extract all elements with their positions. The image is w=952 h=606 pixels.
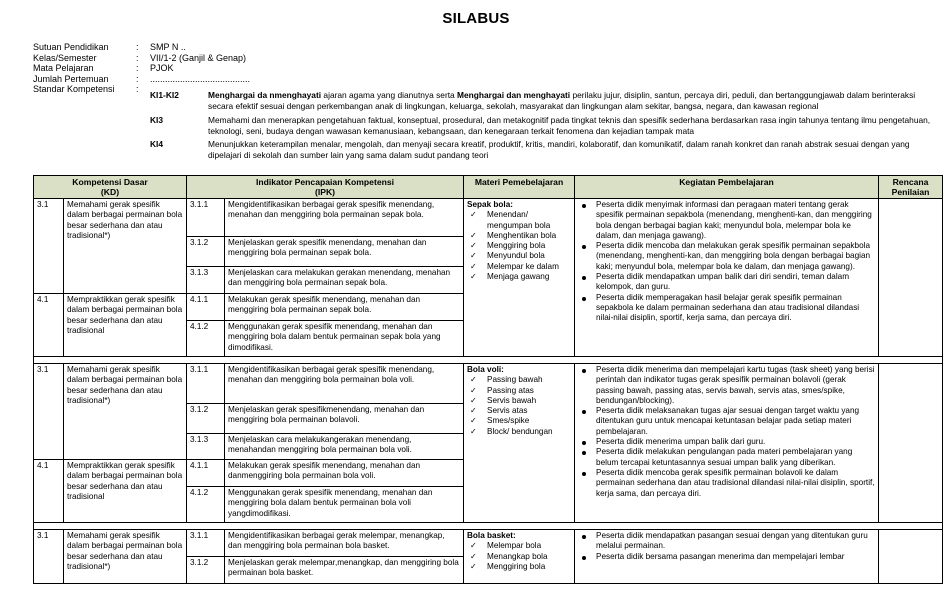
materi-heading: Sepak bola: xyxy=(467,200,513,209)
meta-row xyxy=(33,74,350,85)
kegiatan-item: Peserta didik mencoba gerak spesifik permainan bolavoli ke dalam permainan sederhana dan atau tradisional dilandasi nilai-nilai disiplin, sportif, kerja sama, dan percaya diri. xyxy=(578,468,875,499)
kegiatan-item: Peserta didik menyimak informasi dan peragaan materi tentang gerak spesifik permainan sepakbola (menendang, menghenti-kan, dan menggiring bola dengan berbagai bagian kaki; menyundul bola, melempar bola ke dalam, dan menjaga gawang). xyxy=(578,200,875,241)
meta-value: SMP N .. xyxy=(150,42,186,52)
kegiatan-cell xyxy=(575,199,879,357)
meta-value: ........................................ xyxy=(150,73,251,84)
kegiatan-item: Peserta didik mencoba dan melakukan gerak spesifik permainan sepakbola (menendang, menghenti-kan, dan menggiring bola dengan berbagai bagian kaki; menyundul bola, melempar bola ke dalam, dan menjaga gawang). xyxy=(578,241,875,272)
meta-value: VII/1-2 (Ganjil & Genap) xyxy=(150,52,247,63)
rencana-cell xyxy=(879,199,943,357)
materi-list xyxy=(467,210,571,282)
ki-code: KI1-KI2 xyxy=(150,90,179,100)
kd-number: 3.1 xyxy=(34,364,64,460)
meta-colon: : xyxy=(136,52,139,63)
meta-label: Sutuan Pendidikan xyxy=(33,42,109,52)
ipk-number: 3.1.2 xyxy=(187,557,225,584)
ipk-text: Melakukan gerak spesifik menendang, menahan dan danmenggiring bola permainan bola voli. xyxy=(225,460,464,487)
ipk-number: 3.1.2 xyxy=(187,404,225,434)
kegiatan-item: Peserta didik menerima umpan balik dari guru. xyxy=(578,437,875,447)
page-title: SILABUS xyxy=(442,10,510,27)
ipk-text: Menggunakan gerak spesifik menendang, menahan dan menggiring bola dalam bentuk permainan sepak bola yang dimodifikasi. xyxy=(225,321,464,357)
ipk-text: Menjelaskan gerak spesifikmenendang, menahan dan menggiring bola permainan bolavoli. xyxy=(225,404,464,434)
meta-row xyxy=(33,63,350,74)
meta-colon: : xyxy=(136,73,139,84)
ipk-text: Mengidentifikasikan berbagai gerak spesifik menendang, menahan dan menggiring bola permainan bola voli. xyxy=(225,364,464,404)
meta-block xyxy=(33,42,350,95)
block-separator xyxy=(34,357,943,364)
ki-1-2 xyxy=(150,90,940,112)
ki-text: Menghargai da nmenghayati ajaran agama yang dianutnya serta Menghargai dan menghayati perilaku jujur, disiplin, santun, percaya diri, peduli, dan bertanggungjawab dalam berinteraksi secara efektif sesuai dengan perkembangan anak di lingkungan, keluarga, sekolah, masyarakat dan lingkungan alam sekitar, bangsa, negara, dan kawasan regional xyxy=(208,90,916,111)
meta-label: Kelas/Semester xyxy=(33,52,97,63)
materi-item: ✓ Menggiring bola xyxy=(467,562,571,572)
meta-row xyxy=(33,53,350,64)
ipk-text: Menjelaskan gerak spesifik menendang, menahan dan menggiring bola permainan sepak bola. xyxy=(225,237,464,267)
kegiatan-item: Peserta didik melakukan pengulangan pada materi pembelajaran yang belum tercapai ketuntasannya sesuai umpan balik yang diberikan. xyxy=(578,447,875,468)
kd-number: 4.1 xyxy=(34,294,64,357)
kegiatan-cell xyxy=(575,364,879,523)
ipk-number: 3.1.2 xyxy=(187,237,225,267)
rencana-cell xyxy=(879,530,943,584)
materi-item: ✓ Melempar bola xyxy=(467,541,571,551)
kd-number: 4.1 xyxy=(34,460,64,523)
materi-item: ✓ Menendan/ mengumpan bola xyxy=(467,210,571,231)
table-row xyxy=(34,364,943,404)
table-row xyxy=(34,199,943,237)
materi-heading: Bola basket: xyxy=(467,531,516,540)
ipk-text: Menjelaskan cara melakukan gerakan menendang, menahan dan menggiring bola permainan sepak bola. xyxy=(225,267,464,294)
table-row xyxy=(34,530,943,557)
kd-text: Mempraktikkan gerak spesifik dalam berbagai permainan bola besar sederhana dan atau tradisional xyxy=(64,460,187,523)
ipk-text: Menjelaskan gerak melempar,menangkap, dan menggiring bola permainan bola basket. xyxy=(225,557,464,584)
kd-text: Memahami gerak spesifik dalam berbagai permainan bola besar sederhana dan atau tradisional*) xyxy=(64,530,187,584)
materi-item: ✓ Melempar ke dalam xyxy=(467,262,571,272)
materi-item: ✓ Menyundul bola xyxy=(467,251,571,261)
materi-item: ✓ Passing bawah xyxy=(467,375,571,385)
kegiatan-item: Peserta didik melaksanakan tugas ajar sesuai dengan target waktu yang ditentukan guru untuk mencapai ketuntasan belajar pada setiap materi pembelajaran. xyxy=(578,406,875,437)
separator-cell xyxy=(34,523,943,530)
kegiatan-item: Peserta didik memperagakan hasil belajar gerak spesifik permainan sepakbola ke dalam permainan sederhana dan atau tradisional dilandasi nilai-nilai disiplin, sportif, kerja sama, dan percaya diri. xyxy=(578,293,875,324)
rencana-cell xyxy=(879,364,943,523)
ipk-number: 4.1.2 xyxy=(187,487,225,523)
materi-cell xyxy=(464,364,575,523)
ipk-text: Menggunakan gerak spesifik menendang, menahan dan menggiring bola dalam bentuk permainan bola voli yangdimodifikasi. xyxy=(225,487,464,523)
ipk-number: 3.1.1 xyxy=(187,530,225,557)
kd-text: Memahami gerak spesifik dalam berbagai permainan bola besar sederhana dan atau tradisional*) xyxy=(64,364,187,460)
ki-code: KI4 xyxy=(150,139,164,149)
kd-number: 3.1 xyxy=(34,199,64,294)
materi-item: ✓ Block/ bendungan xyxy=(467,427,571,437)
ki-text: Menunjukkan keterampilan menalar, mengolah, dan menyaji secara kreatif, produktif, kritis, mandiri, kolaboratif, dan komunikatif, dalam ranah konkret dan ranah abstrak sesuai dengan yang dipelajari di sekolah dan sumber lain yang sama dalam sudut pandang teori xyxy=(208,139,910,160)
ipk-text: Mengidentifikasikan berbagai gerak spesifik menendang, menahan dan menggiring bola permainan sepak bola. xyxy=(225,199,464,237)
materi-item: ✓ Menjaga gawang xyxy=(467,272,571,282)
materi-item: ✓ Menangkap bola xyxy=(467,552,571,562)
separator-cell xyxy=(34,357,943,364)
meta-label: Mata Pelajaran xyxy=(33,63,94,73)
meta-label: Standar Kompetensi xyxy=(33,84,115,94)
ipk-number: 4.1.1 xyxy=(187,294,225,321)
ipk-number: 4.1.2 xyxy=(187,321,225,357)
meta-colon: : xyxy=(136,42,139,52)
meta-row xyxy=(33,42,350,53)
kegiatan-item: Peserta didik mendapatkan umpan balik dari diri sendiri, teman dalam kelompok, dan guru. xyxy=(578,272,875,293)
kegiatan-item: Peserta didik mendapatkan pasangan sesuai dengan yang ditentukan guru melalui permainan. xyxy=(578,531,875,552)
materi-item: ✓ Menggiring bola xyxy=(467,241,571,251)
ipk-text: Mengidentifikasikan berbagai gerak melempar, menangkap, dan menggiring bola permainan bola basket. xyxy=(225,530,464,557)
kd-text: Memahami gerak spesifik dalam berbagai permainan bola besar sederhana dan atau tradisional*) xyxy=(64,199,187,294)
materi-item: ✓ Passing atas xyxy=(467,386,571,396)
header-rencana: Rencana Penilaian xyxy=(879,176,943,199)
ki-code: KI3 xyxy=(150,115,164,125)
kegiatan-list xyxy=(578,365,875,499)
meta-colon: : xyxy=(136,63,139,73)
kegiatan-list xyxy=(578,200,875,324)
kd-number: 3.1 xyxy=(34,530,64,584)
materi-list xyxy=(467,541,571,572)
ipk-number: 3.1.1 xyxy=(187,364,225,404)
meta-colon: : xyxy=(136,84,139,94)
ki-text: Memahami dan menerapkan pengetahuan faktual, konseptual, prosedural, dan metakognitif pada tingkat teknis dan spesifik sederhana berdasarkan rasa ingin tahunya tentang ilmu pengetahuan, teknologi, seni, budaya dengan wawasan kemanusiaan, kebangsaan, dan kenegaraan terkait fenomena dan kejadian tampak mata xyxy=(208,115,931,136)
materi-list xyxy=(467,375,571,437)
materi-item: ✓ Servis bawah xyxy=(467,396,571,406)
kd-text: Mempraktikkan gerak spesifik dalam berbagai permainan bola besar sederhana dan atau tradisional xyxy=(64,294,187,357)
materi-item: ✓ Smes/spike xyxy=(467,416,571,426)
header-kd: Kompetensi Dasar (KD) xyxy=(34,176,187,199)
kegiatan-cell xyxy=(575,530,879,584)
header-materi: Materi Pemebelajaran xyxy=(464,176,575,199)
header-kegiatan: Kegiatan Pembelajaran xyxy=(575,176,879,199)
syllabus-table xyxy=(33,175,943,584)
meta-value: PJOK xyxy=(150,63,174,73)
block-separator xyxy=(34,523,943,530)
meta-label: Jumlah Pertemuan xyxy=(33,73,109,84)
kegiatan-list xyxy=(578,531,875,562)
ipk-text: Menjelaskan cara melakukangerakan menendang, menahandan menggiring bola permainan bola voli. xyxy=(225,434,464,460)
ipk-number: 3.1.3 xyxy=(187,434,225,460)
ipk-number: 3.1.1 xyxy=(187,199,225,237)
kegiatan-item: Peserta didik bersama pasangan menerima dan mempelajari lembar xyxy=(578,552,875,562)
ipk-number: 3.1.3 xyxy=(187,267,225,294)
ki-4 xyxy=(150,139,940,161)
materi-cell xyxy=(464,530,575,584)
materi-heading: Bola voli: xyxy=(467,365,504,374)
ipk-number: 4.1.1 xyxy=(187,460,225,487)
kegiatan-item: Peserta didik menerima dan mempelajari kartu tugas (task sheet) yang berisi perintah dan indikator tugas gerak spesifik permainan bolavoli (gerak passing bawah, passing atas, servis bawah, servis atas, smes/spike, bendungan/blocking). xyxy=(578,365,875,406)
materi-item: ✓ Servis atas xyxy=(467,406,571,416)
materi-item: ✓ Menghentikan bola xyxy=(467,231,571,241)
ki-3 xyxy=(150,115,940,137)
header-ipk: Indikator Pencapaian Kompetensi (IPK) xyxy=(187,176,464,199)
ipk-text: Melakukan gerak spesifik menendang, menahan dan menggiring bola permainan sepak bola. xyxy=(225,294,464,321)
materi-cell xyxy=(464,199,575,357)
